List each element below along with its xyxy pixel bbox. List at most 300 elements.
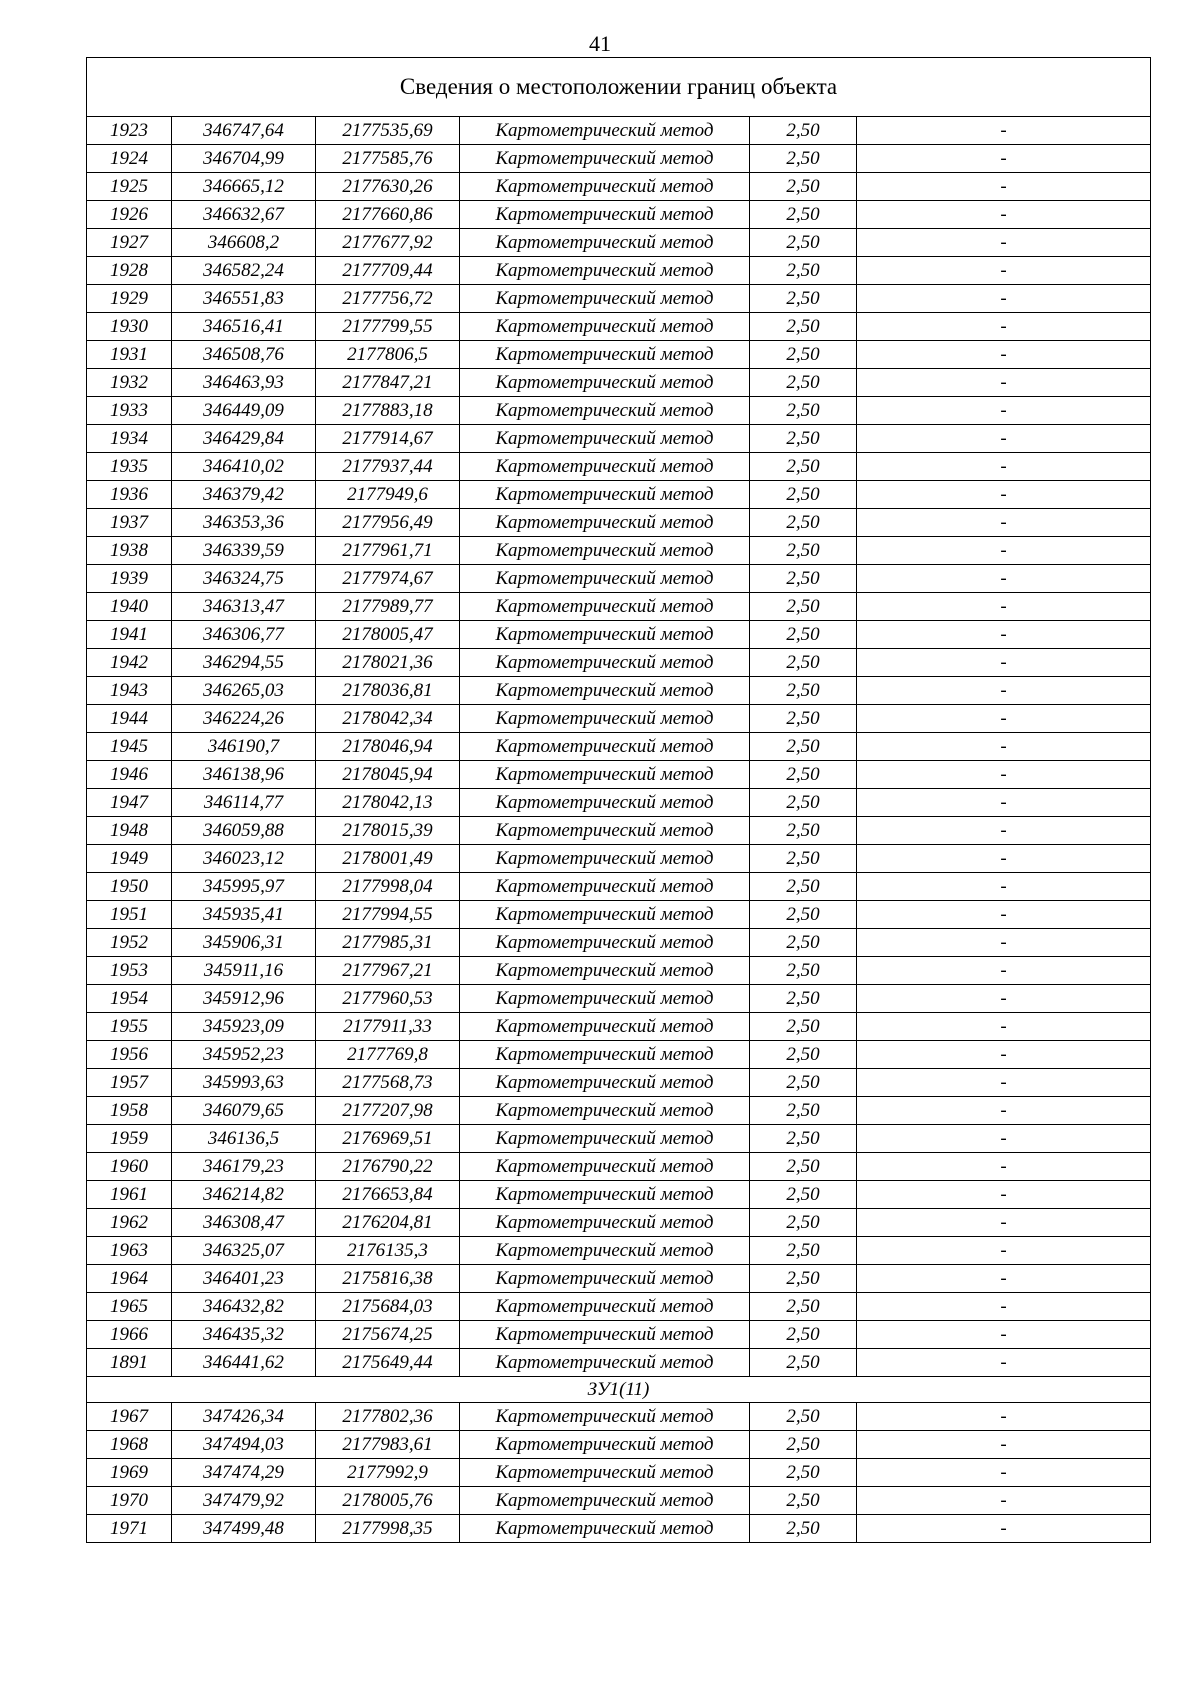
method-cell: Картометрический метод: [460, 621, 750, 649]
y-coordinate-cell: 2177992,9: [316, 1459, 460, 1487]
x-coordinate-cell: 346582,24: [172, 257, 316, 285]
y-coordinate-cell: 2177769,8: [316, 1041, 460, 1069]
method-cell: Картометрический метод: [460, 173, 750, 201]
point-number-cell: 1926: [87, 201, 172, 229]
x-coordinate-cell: 346294,55: [172, 649, 316, 677]
y-coordinate-cell: 2175649,44: [316, 1349, 460, 1377]
table-row: [87, 1487, 1151, 1515]
x-coordinate-cell: 346432,82: [172, 1293, 316, 1321]
point-number-cell: 1933: [87, 397, 172, 425]
description-cell: -: [857, 761, 1151, 789]
x-coordinate-cell: 346214,82: [172, 1181, 316, 1209]
method-cell: Картометрический метод: [460, 397, 750, 425]
accuracy-cell: 2,50: [750, 1013, 857, 1041]
accuracy-cell: 2,50: [750, 901, 857, 929]
description-cell: -: [857, 1431, 1151, 1459]
y-coordinate-cell: 2177983,61: [316, 1431, 460, 1459]
description-cell: -: [857, 1487, 1151, 1515]
point-number-cell: 1929: [87, 285, 172, 313]
table-row: [87, 1515, 1151, 1543]
point-number-cell: 1966: [87, 1321, 172, 1349]
point-number-cell: 1954: [87, 985, 172, 1013]
accuracy-cell: 2,50: [750, 145, 857, 173]
accuracy-cell: 2,50: [750, 985, 857, 1013]
description-cell: -: [857, 901, 1151, 929]
x-coordinate-cell: 346747,64: [172, 117, 316, 145]
accuracy-cell: 2,50: [750, 117, 857, 145]
x-coordinate-cell: 345995,97: [172, 873, 316, 901]
x-coordinate-cell: 346551,83: [172, 285, 316, 313]
title-row: [87, 58, 1151, 117]
method-cell: Картометрический метод: [460, 1237, 750, 1265]
description-cell: -: [857, 509, 1151, 537]
point-number-cell: 1930: [87, 313, 172, 341]
accuracy-cell: 2,50: [750, 873, 857, 901]
x-coordinate-cell: 345912,96: [172, 985, 316, 1013]
description-cell: -: [857, 1265, 1151, 1293]
description-cell: -: [857, 677, 1151, 705]
method-cell: Картометрический метод: [460, 1403, 750, 1431]
x-coordinate-cell: 346435,32: [172, 1321, 316, 1349]
accuracy-cell: 2,50: [750, 705, 857, 733]
table-row: [87, 705, 1151, 733]
table-row: [87, 229, 1151, 257]
x-coordinate-cell: 346114,77: [172, 789, 316, 817]
table-row: [87, 1237, 1151, 1265]
description-cell: -: [857, 229, 1151, 257]
table-row: [87, 593, 1151, 621]
x-coordinate-cell: 347479,92: [172, 1487, 316, 1515]
x-coordinate-cell: 346313,47: [172, 593, 316, 621]
method-cell: Картометрический метод: [460, 257, 750, 285]
point-number-cell: 1945: [87, 733, 172, 761]
x-coordinate-cell: 346224,26: [172, 705, 316, 733]
method-cell: Картометрический метод: [460, 145, 750, 173]
point-number-cell: 1950: [87, 873, 172, 901]
x-coordinate-cell: 346138,96: [172, 761, 316, 789]
x-coordinate-cell: 346410,02: [172, 453, 316, 481]
accuracy-cell: 2,50: [750, 425, 857, 453]
accuracy-cell: 2,50: [750, 1459, 857, 1487]
accuracy-cell: 2,50: [750, 593, 857, 621]
y-coordinate-cell: 2177974,67: [316, 565, 460, 593]
accuracy-cell: 2,50: [750, 1293, 857, 1321]
method-cell: Картометрический метод: [460, 845, 750, 873]
method-cell: Картометрический метод: [460, 565, 750, 593]
table-row: [87, 1293, 1151, 1321]
x-coordinate-cell: 346306,77: [172, 621, 316, 649]
accuracy-cell: 2,50: [750, 369, 857, 397]
x-coordinate-cell: 346308,47: [172, 1209, 316, 1237]
x-coordinate-cell: 346339,59: [172, 537, 316, 565]
accuracy-cell: 2,50: [750, 649, 857, 677]
accuracy-cell: 2,50: [750, 1125, 857, 1153]
point-number-cell: 1946: [87, 761, 172, 789]
x-coordinate-cell: 346429,84: [172, 425, 316, 453]
accuracy-cell: 2,50: [750, 1515, 857, 1543]
method-cell: Картометрический метод: [460, 1209, 750, 1237]
method-cell: Картометрический метод: [460, 1153, 750, 1181]
description-cell: -: [857, 1459, 1151, 1487]
y-coordinate-cell: 2176135,3: [316, 1237, 460, 1265]
description-cell: -: [857, 817, 1151, 845]
table-row: [87, 257, 1151, 285]
description-cell: -: [857, 1515, 1151, 1543]
description-cell: -: [857, 481, 1151, 509]
x-coordinate-cell: 345993,63: [172, 1069, 316, 1097]
method-cell: Картометрический метод: [460, 1293, 750, 1321]
point-number-cell: 1960: [87, 1153, 172, 1181]
table-row: [87, 789, 1151, 817]
point-number-cell: 1953: [87, 957, 172, 985]
method-cell: Картометрический метод: [460, 1181, 750, 1209]
table-row: [87, 845, 1151, 873]
y-coordinate-cell: 2178042,34: [316, 705, 460, 733]
y-coordinate-cell: 2177535,69: [316, 117, 460, 145]
x-coordinate-cell: 346608,2: [172, 229, 316, 257]
x-coordinate-cell: 346023,12: [172, 845, 316, 873]
table-row: [87, 201, 1151, 229]
point-number-cell: 1940: [87, 593, 172, 621]
point-number-cell: 1925: [87, 173, 172, 201]
table-row: [87, 1209, 1151, 1237]
table-row: [87, 453, 1151, 481]
x-coordinate-cell: 346190,7: [172, 733, 316, 761]
table-row: [87, 1265, 1151, 1293]
point-number-cell: 1949: [87, 845, 172, 873]
y-coordinate-cell: 2177914,67: [316, 425, 460, 453]
section-row: [87, 1377, 1151, 1403]
description-cell: -: [857, 425, 1151, 453]
x-coordinate-cell: 346059,88: [172, 817, 316, 845]
method-cell: Картометрический метод: [460, 285, 750, 313]
y-coordinate-cell: 2177998,35: [316, 1515, 460, 1543]
table-row: [87, 901, 1151, 929]
x-coordinate-cell: 346449,09: [172, 397, 316, 425]
point-number-cell: 1956: [87, 1041, 172, 1069]
point-number-cell: 1947: [87, 789, 172, 817]
y-coordinate-cell: 2177709,44: [316, 257, 460, 285]
accuracy-cell: 2,50: [750, 1349, 857, 1377]
page-number: 41: [589, 31, 611, 56]
table-row: [87, 1431, 1151, 1459]
x-coordinate-cell: 345906,31: [172, 929, 316, 957]
method-cell: Картометрический метод: [460, 1013, 750, 1041]
description-cell: -: [857, 985, 1151, 1013]
table-row: [87, 1041, 1151, 1069]
table-row: [87, 649, 1151, 677]
description-cell: -: [857, 929, 1151, 957]
description-cell: -: [857, 1321, 1151, 1349]
description-cell: -: [857, 145, 1151, 173]
accuracy-cell: 2,50: [750, 537, 857, 565]
point-number-cell: 1962: [87, 1209, 172, 1237]
table-row: [87, 677, 1151, 705]
table-row: [87, 313, 1151, 341]
method-cell: Картометрический метод: [460, 117, 750, 145]
table-row: [87, 481, 1151, 509]
description-cell: -: [857, 257, 1151, 285]
accuracy-cell: 2,50: [750, 1181, 857, 1209]
table-row: [87, 1181, 1151, 1209]
table-row: [87, 341, 1151, 369]
table-row: [87, 173, 1151, 201]
x-coordinate-cell: 346463,93: [172, 369, 316, 397]
y-coordinate-cell: 2177756,72: [316, 285, 460, 313]
point-number-cell: 1937: [87, 509, 172, 537]
description-cell: -: [857, 1293, 1151, 1321]
description-cell: -: [857, 621, 1151, 649]
x-coordinate-cell: 346665,12: [172, 173, 316, 201]
y-coordinate-cell: 2177960,53: [316, 985, 460, 1013]
x-coordinate-cell: 346325,07: [172, 1237, 316, 1265]
table-row: [87, 621, 1151, 649]
point-number-cell: 1967: [87, 1403, 172, 1431]
description-cell: -: [857, 733, 1151, 761]
y-coordinate-cell: 2177802,36: [316, 1403, 460, 1431]
point-number-cell: 1891: [87, 1349, 172, 1377]
x-coordinate-cell: 346516,41: [172, 313, 316, 341]
method-cell: Картометрический метод: [460, 1041, 750, 1069]
accuracy-cell: 2,50: [750, 453, 857, 481]
table-row: [87, 369, 1151, 397]
table-row: [87, 565, 1151, 593]
y-coordinate-cell: 2177660,86: [316, 201, 460, 229]
description-cell: -: [857, 201, 1151, 229]
method-cell: Картометрический метод: [460, 733, 750, 761]
y-coordinate-cell: 2177630,26: [316, 173, 460, 201]
table-row: [87, 145, 1151, 173]
x-coordinate-cell: 346508,76: [172, 341, 316, 369]
accuracy-cell: 2,50: [750, 1431, 857, 1459]
table-row: [87, 1459, 1151, 1487]
accuracy-cell: 2,50: [750, 201, 857, 229]
method-cell: Картометрический метод: [460, 509, 750, 537]
point-number-cell: 1943: [87, 677, 172, 705]
accuracy-cell: 2,50: [750, 929, 857, 957]
y-coordinate-cell: 2177967,21: [316, 957, 460, 985]
x-coordinate-cell: 347474,29: [172, 1459, 316, 1487]
point-number-cell: 1928: [87, 257, 172, 285]
y-coordinate-cell: 2177998,04: [316, 873, 460, 901]
table-row: [87, 817, 1151, 845]
accuracy-cell: 2,50: [750, 257, 857, 285]
accuracy-cell: 2,50: [750, 1265, 857, 1293]
description-cell: -: [857, 873, 1151, 901]
point-number-cell: 1939: [87, 565, 172, 593]
y-coordinate-cell: 2177994,55: [316, 901, 460, 929]
y-coordinate-cell: 2177937,44: [316, 453, 460, 481]
point-number-cell: 1958: [87, 1097, 172, 1125]
accuracy-cell: 2,50: [750, 957, 857, 985]
accuracy-cell: 2,50: [750, 509, 857, 537]
point-number-cell: 1968: [87, 1431, 172, 1459]
accuracy-cell: 2,50: [750, 173, 857, 201]
y-coordinate-cell: 2177799,55: [316, 313, 460, 341]
table-row: [87, 873, 1151, 901]
method-cell: Картометрический метод: [460, 369, 750, 397]
description-cell: -: [857, 1069, 1151, 1097]
point-number-cell: 1927: [87, 229, 172, 257]
y-coordinate-cell: 2177911,33: [316, 1013, 460, 1041]
description-cell: -: [857, 173, 1151, 201]
point-number-cell: 1948: [87, 817, 172, 845]
point-number-cell: 1965: [87, 1293, 172, 1321]
method-cell: Картометрический метод: [460, 901, 750, 929]
method-cell: Картометрический метод: [460, 201, 750, 229]
accuracy-cell: 2,50: [750, 1237, 857, 1265]
description-cell: -: [857, 1041, 1151, 1069]
description-cell: -: [857, 313, 1151, 341]
description-cell: -: [857, 845, 1151, 873]
point-number-cell: 1955: [87, 1013, 172, 1041]
y-coordinate-cell: 2178045,94: [316, 761, 460, 789]
y-coordinate-cell: 2178005,76: [316, 1487, 460, 1515]
description-cell: -: [857, 397, 1151, 425]
accuracy-cell: 2,50: [750, 1153, 857, 1181]
point-number-cell: 1969: [87, 1459, 172, 1487]
y-coordinate-cell: 2178015,39: [316, 817, 460, 845]
description-cell: -: [857, 565, 1151, 593]
x-coordinate-cell: 346265,03: [172, 677, 316, 705]
point-number-cell: 1964: [87, 1265, 172, 1293]
point-number-cell: 1934: [87, 425, 172, 453]
description-cell: -: [857, 1237, 1151, 1265]
y-coordinate-cell: 2175674,25: [316, 1321, 460, 1349]
x-coordinate-cell: 346704,99: [172, 145, 316, 173]
accuracy-cell: 2,50: [750, 1097, 857, 1125]
table-row: [87, 957, 1151, 985]
table-row: [87, 285, 1151, 313]
table-row: [87, 509, 1151, 537]
x-coordinate-cell: 345935,41: [172, 901, 316, 929]
y-coordinate-cell: 2177989,77: [316, 593, 460, 621]
y-coordinate-cell: 2176204,81: [316, 1209, 460, 1237]
method-cell: Картометрический метод: [460, 985, 750, 1013]
method-cell: Картометрический метод: [460, 789, 750, 817]
description-cell: -: [857, 1097, 1151, 1125]
accuracy-cell: 2,50: [750, 761, 857, 789]
point-number-cell: 1961: [87, 1181, 172, 1209]
table-row: [87, 761, 1151, 789]
point-number-cell: 1952: [87, 929, 172, 957]
accuracy-cell: 2,50: [750, 285, 857, 313]
y-coordinate-cell: 2177956,49: [316, 509, 460, 537]
accuracy-cell: 2,50: [750, 733, 857, 761]
method-cell: Картометрический метод: [460, 873, 750, 901]
point-number-cell: 1932: [87, 369, 172, 397]
method-cell: Картометрический метод: [460, 649, 750, 677]
method-cell: Картометрический метод: [460, 1431, 750, 1459]
description-cell: -: [857, 285, 1151, 313]
x-coordinate-cell: 346353,36: [172, 509, 316, 537]
description-cell: -: [857, 341, 1151, 369]
y-coordinate-cell: 2177585,76: [316, 145, 460, 173]
method-cell: Картометрический метод: [460, 761, 750, 789]
method-cell: Картометрический метод: [460, 817, 750, 845]
y-coordinate-cell: 2177949,6: [316, 481, 460, 509]
table-body: [87, 58, 1151, 1543]
point-number-cell: 1935: [87, 453, 172, 481]
y-coordinate-cell: 2175684,03: [316, 1293, 460, 1321]
method-cell: Картометрический метод: [460, 705, 750, 733]
y-coordinate-cell: 2178005,47: [316, 621, 460, 649]
table-row: [87, 1125, 1151, 1153]
y-coordinate-cell: 2177806,5: [316, 341, 460, 369]
y-coordinate-cell: 2176653,84: [316, 1181, 460, 1209]
accuracy-cell: 2,50: [750, 313, 857, 341]
method-cell: Картометрический метод: [460, 929, 750, 957]
table-title: Сведения о местоположении границ объекта: [87, 58, 1151, 117]
description-cell: -: [857, 117, 1151, 145]
method-cell: Картометрический метод: [460, 1349, 750, 1377]
point-number-cell: 1923: [87, 117, 172, 145]
table-row: [87, 1403, 1151, 1431]
description-cell: -: [857, 705, 1151, 733]
y-coordinate-cell: 2177847,21: [316, 369, 460, 397]
table-row: [87, 397, 1151, 425]
x-coordinate-cell: 347426,34: [172, 1403, 316, 1431]
description-cell: -: [857, 957, 1151, 985]
method-cell: Картометрический метод: [460, 593, 750, 621]
table-row: [87, 1349, 1151, 1377]
description-cell: -: [857, 453, 1151, 481]
point-number-cell: 1944: [87, 705, 172, 733]
x-coordinate-cell: 346632,67: [172, 201, 316, 229]
table-row: [87, 1013, 1151, 1041]
x-coordinate-cell: 347499,48: [172, 1515, 316, 1543]
description-cell: -: [857, 593, 1151, 621]
boundary-table: [86, 57, 1151, 1543]
y-coordinate-cell: 2178001,49: [316, 845, 460, 873]
accuracy-cell: 2,50: [750, 789, 857, 817]
description-cell: -: [857, 369, 1151, 397]
table-row: [87, 929, 1151, 957]
x-coordinate-cell: 345923,09: [172, 1013, 316, 1041]
method-cell: Картометрический метод: [460, 677, 750, 705]
y-coordinate-cell: 2177568,73: [316, 1069, 460, 1097]
accuracy-cell: 2,50: [750, 1041, 857, 1069]
point-number-cell: 1951: [87, 901, 172, 929]
accuracy-cell: 2,50: [750, 1209, 857, 1237]
description-cell: -: [857, 1125, 1151, 1153]
description-cell: -: [857, 1349, 1151, 1377]
y-coordinate-cell: 2178042,13: [316, 789, 460, 817]
point-number-cell: 1936: [87, 481, 172, 509]
method-cell: Картометрический метод: [460, 957, 750, 985]
x-coordinate-cell: 346079,65: [172, 1097, 316, 1125]
description-cell: -: [857, 1181, 1151, 1209]
method-cell: Картометрический метод: [460, 481, 750, 509]
point-number-cell: 1959: [87, 1125, 172, 1153]
method-cell: Картометрический метод: [460, 537, 750, 565]
x-coordinate-cell: 346324,75: [172, 565, 316, 593]
description-cell: -: [857, 1153, 1151, 1181]
table-row: [87, 985, 1151, 1013]
method-cell: Картометрический метод: [460, 229, 750, 257]
point-number-cell: 1931: [87, 341, 172, 369]
description-cell: -: [857, 537, 1151, 565]
accuracy-cell: 2,50: [750, 397, 857, 425]
method-cell: Картометрический метод: [460, 1069, 750, 1097]
table-row: [87, 1097, 1151, 1125]
x-coordinate-cell: 345911,16: [172, 957, 316, 985]
y-coordinate-cell: 2177961,71: [316, 537, 460, 565]
accuracy-cell: 2,50: [750, 1069, 857, 1097]
point-number-cell: 1938: [87, 537, 172, 565]
x-coordinate-cell: 347494,03: [172, 1431, 316, 1459]
y-coordinate-cell: 2175816,38: [316, 1265, 460, 1293]
